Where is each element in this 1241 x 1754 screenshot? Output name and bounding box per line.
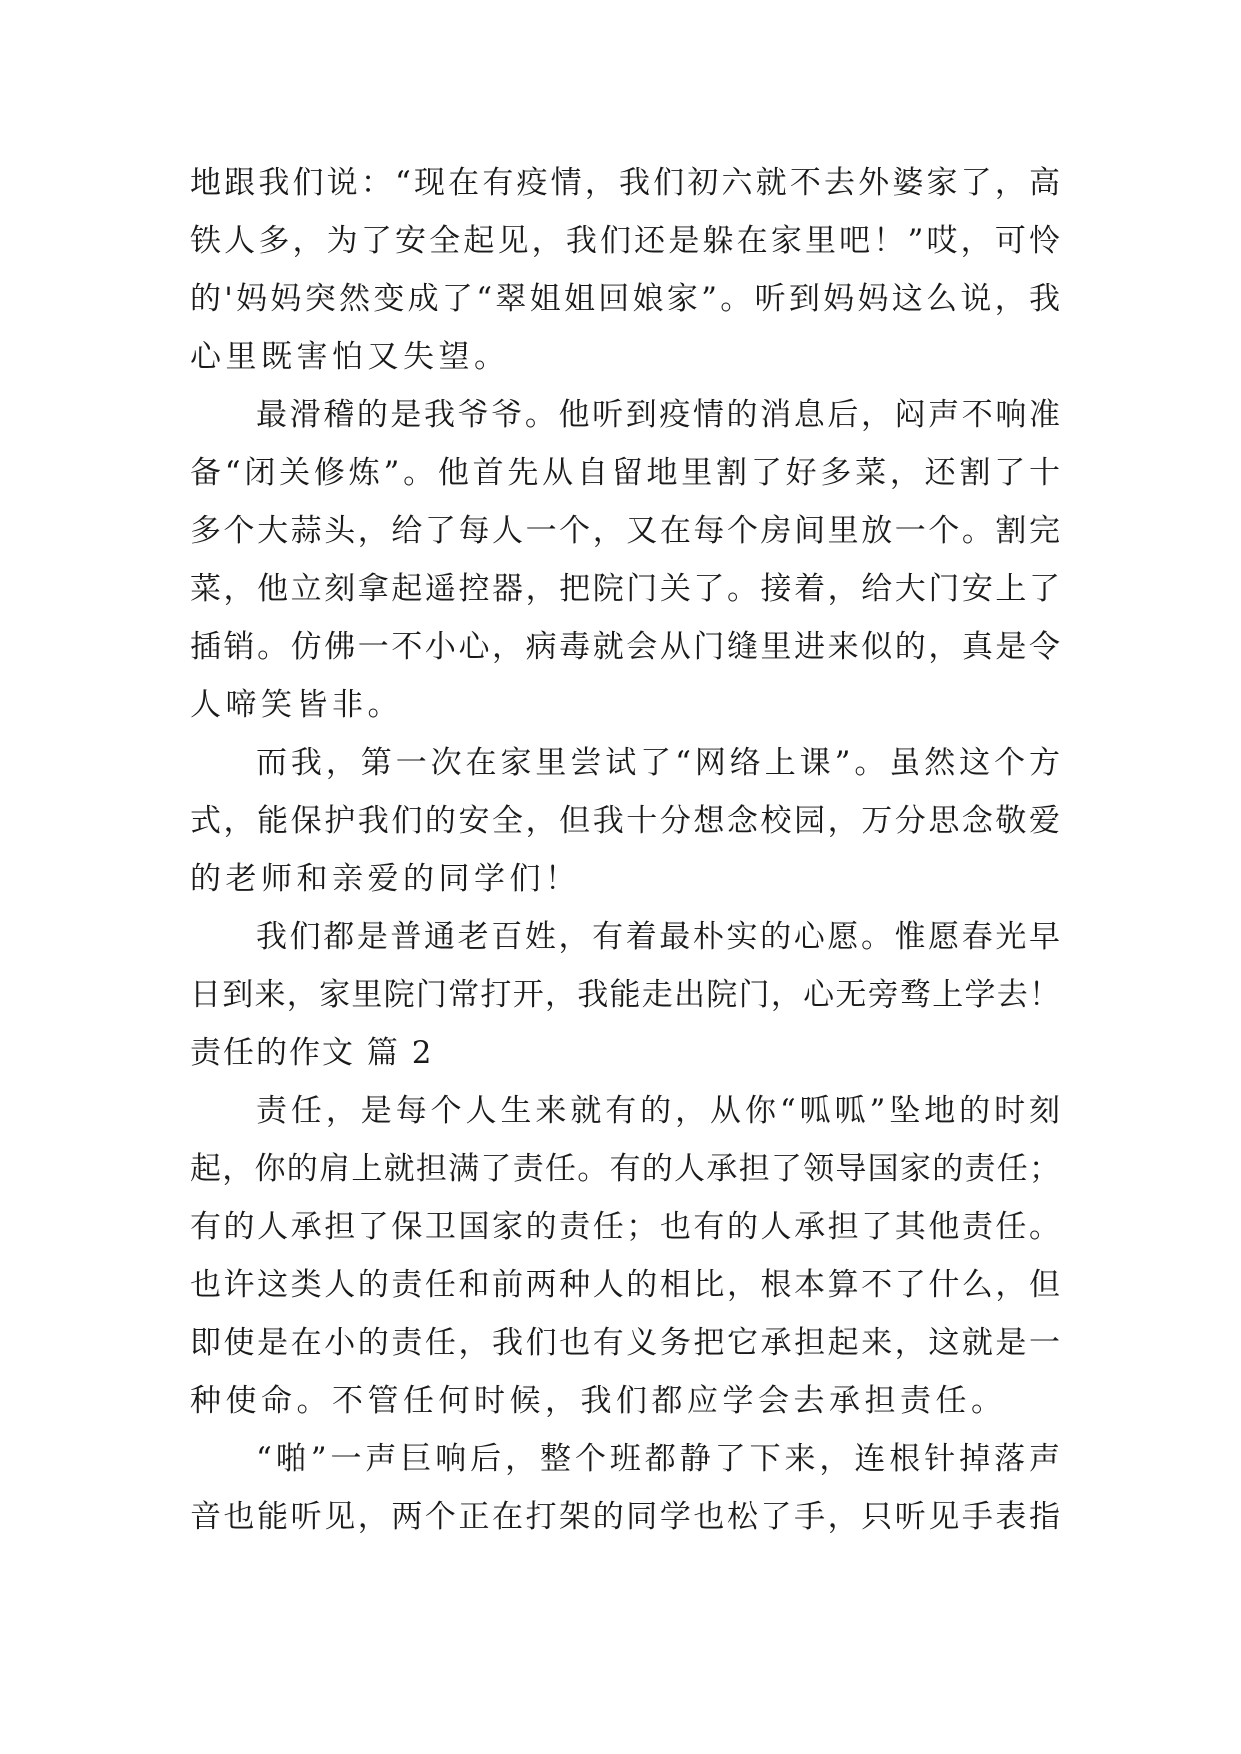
text-line: 的'妈妈突然变成了“翠姐姐回娘家”。听到妈妈这么说，我 xyxy=(190,281,1060,317)
paragraph-start-line: 责任，是每个人生来就有的，从你“呱呱”坠地的时刻 xyxy=(256,1093,1060,1129)
text-line: 插销。仿佛一不小心，病毒就会从门缝里进来似的，真是令 xyxy=(190,629,1060,665)
text-line: 也许这类人的责任和前两种人的相比，根本算不了什么，但 xyxy=(190,1267,1060,1303)
text-line: 即使是在小的责任，我们也有义务把它承担起来，这就是一 xyxy=(190,1325,1060,1361)
paragraph-start-line: “啪”一声巨响后，整个班都静了下来，连根针掉落声 xyxy=(256,1441,1060,1477)
text-line: 备“闭关修炼”。他首先从自留地里割了好多菜，还割了十 xyxy=(190,455,1060,491)
text-line: 有的人承担了保卫国家的责任；也有的人承担了其他责任。 xyxy=(190,1209,1060,1245)
text-line: 音也能听见，两个正在打架的同学也松了手，只听见手表指 xyxy=(190,1499,1060,1535)
paragraph-start-line: 最滑稽的是我爷爷。他听到疫情的消息后，闷声不响准 xyxy=(256,397,1060,433)
text-line: 菜，他立刻拿起遥控器，把院门关了。接着，给大门安上了 xyxy=(190,571,1060,607)
document-body xyxy=(190,154,1060,1546)
paragraph-start-line: 而我，第一次在家里尝试了“网络上课”。虽然这个方 xyxy=(256,745,1060,781)
text-line: 地跟我们说：“现在有疫情，我们初六就不去外婆家了，高 xyxy=(190,165,1060,201)
text-line: 人啼笑皆非。 xyxy=(190,687,403,723)
text-line: 铁人多，为了安全起见，我们还是躲在家里吧！”哎，可怜 xyxy=(190,223,1060,259)
text-line: 种使命。不管任何时候，我们都应学会去承担责任。 xyxy=(190,1383,1007,1419)
paragraph-start-line: 我们都是普通老百姓，有着最朴实的心愿。惟愿春光早 xyxy=(256,919,1060,955)
text-line: 的老师和亲爱的同学们！ xyxy=(190,861,581,897)
text-line: 日到来，家里院门常打开，我能走出院门，心无旁骛上学去！ xyxy=(190,977,1060,1013)
section-title: 责任的作文 篇 2 xyxy=(190,1035,434,1071)
text-line: 起，你的肩上就担满了责任。有的人承担了领导国家的责任； xyxy=(190,1151,1060,1187)
text-line: 多个大蒜头，给了每人一个，又在每个房间里放一个。割完 xyxy=(190,513,1060,549)
text-line: 式，能保护我们的安全，但我十分想念校园，万分思念敬爱 xyxy=(190,803,1060,839)
text-line: 心里既害怕又失望。 xyxy=(190,339,510,375)
